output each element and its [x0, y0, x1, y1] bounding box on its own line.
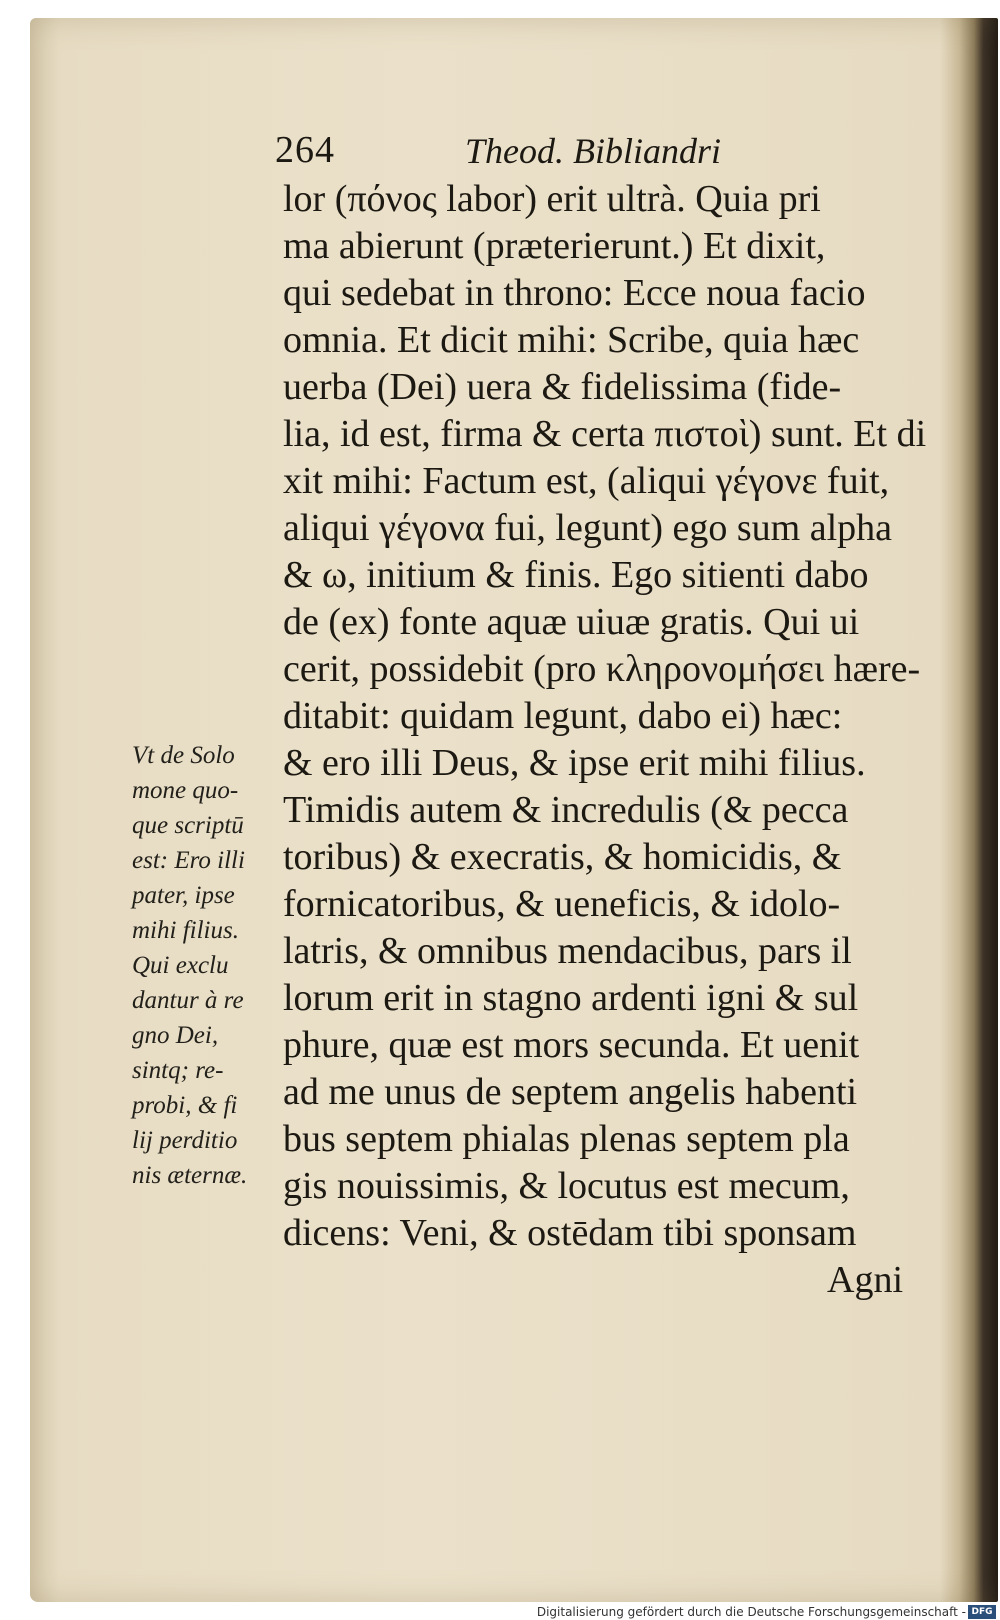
text-line: aliqui γέγονα fui, legunt) ego sum alpha — [283, 507, 893, 549]
marginal-note — [132, 738, 272, 1193]
marginal-note-line: est: Ero illi — [132, 847, 245, 874]
text-line: uerba (Dei) uera & fidelissima (fide- — [283, 366, 842, 408]
marginal-note-line: lij perditio — [132, 1127, 238, 1154]
text-line: gis nouissimis, & locutus est mecum, — [283, 1165, 850, 1207]
marginal-note-line: gno Dei, — [132, 1022, 219, 1049]
marginal-note-line: Vt de Solo — [132, 742, 235, 769]
marginal-note-line: Qui exclu — [132, 952, 229, 979]
footer-bar — [0, 1604, 1000, 1620]
marginal-note-line: dantur à re — [132, 987, 244, 1014]
text-line: ditabit: quidam legunt, dabo ei) hæc: — [283, 695, 843, 737]
marginal-note-line: nis æternæ. — [132, 1162, 248, 1189]
marginal-note-line: mihi filius. — [132, 917, 239, 944]
text-line: cerit, possidebit (pro κληρονομήσει hære- — [283, 648, 921, 690]
running-title: Theod. Bibliandri — [465, 131, 722, 171]
dfg-logo-icon: DFG — [968, 1605, 996, 1619]
text-line: fornicatoribus, & ueneficis, & idolo- — [283, 883, 841, 925]
marginal-note-line: sintq; re- — [132, 1057, 224, 1084]
text-line: & ero illi Deus, & ipse erit mihi filius. — [283, 742, 866, 784]
page-number: 264 — [275, 129, 335, 171]
marginal-note-line: probi, & fi — [132, 1092, 238, 1119]
text-line: dicens: Veni, & ostēdam tibi sponsam — [283, 1212, 857, 1254]
text-line: omnia. Et dicit mihi: Scribe, quia hæc — [283, 319, 860, 361]
text-line: qui sedebat in throno: Ecce noua facio — [283, 272, 866, 314]
funding-credit: Digitalisierung gefördert durch die Deutsche Forschungsgemeinschaft - — [536, 1605, 966, 1619]
text-line: de (ex) fonte aquæ uiuæ gratis. Qui ui — [283, 601, 860, 643]
text-line: lia, id est, firma & certa πιστοὶ) sunt. Et di — [283, 413, 927, 455]
running-head — [275, 128, 795, 171]
text-line: phure, quæ est mors secunda. Et uenit — [283, 1024, 860, 1066]
text-line: lor (πόνος labor) erit ultrà. Quia pri — [283, 178, 821, 220]
text-line: bus septem phialas plenas septem pla — [283, 1118, 850, 1160]
text-line: ma abierunt (præterierunt.) Et dixit, — [283, 225, 826, 267]
marginal-note-line: pater, ipse — [132, 882, 235, 909]
text-line: Timidis autem & incredulis (& pecca — [283, 789, 849, 831]
marginal-note-line: mone quo- — [132, 777, 239, 804]
text-line: toribus) & execratis, & homicidis, & — [283, 836, 842, 878]
text-line: xit mihi: Factum est, (aliqui γέγονε fuit, — [283, 460, 890, 502]
marginal-note-line: que scriptū — [132, 812, 244, 839]
body-text — [283, 176, 927, 1304]
text-line: lorum erit in stagno ardenti igni & sul — [283, 977, 859, 1019]
catchword: Agni — [827, 1259, 903, 1301]
text-line: latris, & omnibus mendacibus, pars il — [283, 930, 852, 972]
text-line: ad me unus de septem angelis habenti — [283, 1071, 858, 1113]
text-line: & ω, initium & finis. Ego sitienti dabo — [283, 554, 869, 596]
